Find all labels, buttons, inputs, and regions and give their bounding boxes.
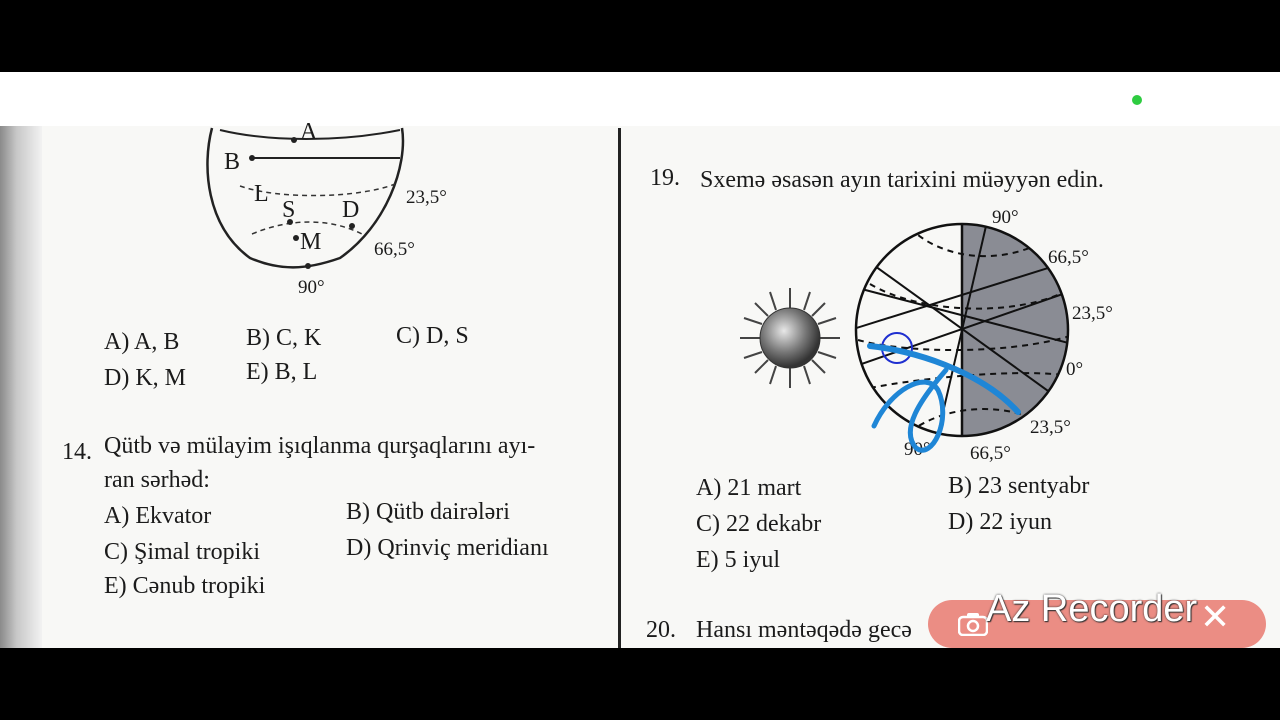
q14-option-b: B) Qütb dairələri bbox=[346, 499, 510, 525]
diagram-label-s: S bbox=[282, 197, 296, 223]
q19-label-23-south: 23,5° bbox=[1030, 417, 1071, 438]
q13-option-b: B) C, K bbox=[246, 325, 322, 351]
diagram-label-m: M bbox=[300, 229, 322, 255]
q14-option-a: A) Ekvator bbox=[104, 503, 212, 529]
column-divider bbox=[618, 128, 621, 648]
q19-option-a: A) 21 mart bbox=[696, 475, 802, 501]
q14-number: 14. bbox=[62, 439, 92, 465]
q13-option-a: A) A, B bbox=[104, 329, 180, 355]
q19-label-23-north: 23,5° bbox=[1072, 303, 1113, 324]
q14-option-c: C) Şimal tropiki bbox=[104, 539, 260, 565]
camera-icon[interactable] bbox=[958, 612, 988, 636]
sun-illustration bbox=[738, 286, 842, 390]
q19-label-66-north: 66,5° bbox=[1048, 247, 1089, 268]
q19-label-66-south: 66,5° bbox=[970, 443, 1011, 464]
diagram-label-a: A bbox=[300, 119, 318, 145]
q13-option-e: E) B, L bbox=[246, 359, 318, 385]
q19-option-e: E) 5 iyul bbox=[696, 547, 780, 573]
pen-annotation bbox=[860, 330, 1030, 460]
q19-label-90-bottom: 90° bbox=[904, 439, 931, 460]
q19-number: 19. bbox=[650, 165, 680, 191]
diagram-label-b: B bbox=[224, 149, 241, 175]
q14-question-line2: ran sərhəd: bbox=[104, 467, 210, 493]
q20-number: 20. bbox=[646, 617, 676, 643]
q14-question-line1: Qütb və mülayim işıqlanma qurşaqlarını ayı- bbox=[104, 433, 536, 459]
q19-question: Sxemə əsasən ayın tarixini müəyyən edin. bbox=[700, 167, 1104, 193]
diagram-label-66-5: 66,5° bbox=[374, 239, 415, 260]
q19-option-d: D) 22 iyun bbox=[948, 509, 1052, 535]
close-icon[interactable]: ✕ bbox=[1200, 596, 1231, 637]
q19-option-c: C) 22 dekabr bbox=[696, 511, 822, 537]
q19-label-equator: 0° bbox=[1066, 359, 1084, 380]
q13-option-d: D) K, M bbox=[104, 365, 186, 391]
diagram-label-l: L bbox=[254, 181, 269, 207]
q13-option-c: C) D, S bbox=[396, 323, 469, 349]
q19-option-b: B) 23 sentyabr bbox=[948, 473, 1090, 499]
q14-option-e: E) Cənub tropiki bbox=[104, 573, 266, 599]
diagram-label-23-5: 23,5° bbox=[406, 187, 447, 208]
diagram-label-90: 90° bbox=[298, 277, 325, 298]
recorder-label: Az Recorder bbox=[986, 588, 1198, 630]
q20-question: Hansı məntəqədə gecə bbox=[696, 617, 912, 643]
q14-option-d: D) Qrinviç meridianı bbox=[346, 535, 549, 561]
page-binding-shadow bbox=[0, 126, 42, 648]
recording-status-dot bbox=[1132, 95, 1142, 105]
diagram-label-d: D bbox=[342, 197, 360, 223]
q19-label-90-top: 90° bbox=[992, 207, 1019, 228]
